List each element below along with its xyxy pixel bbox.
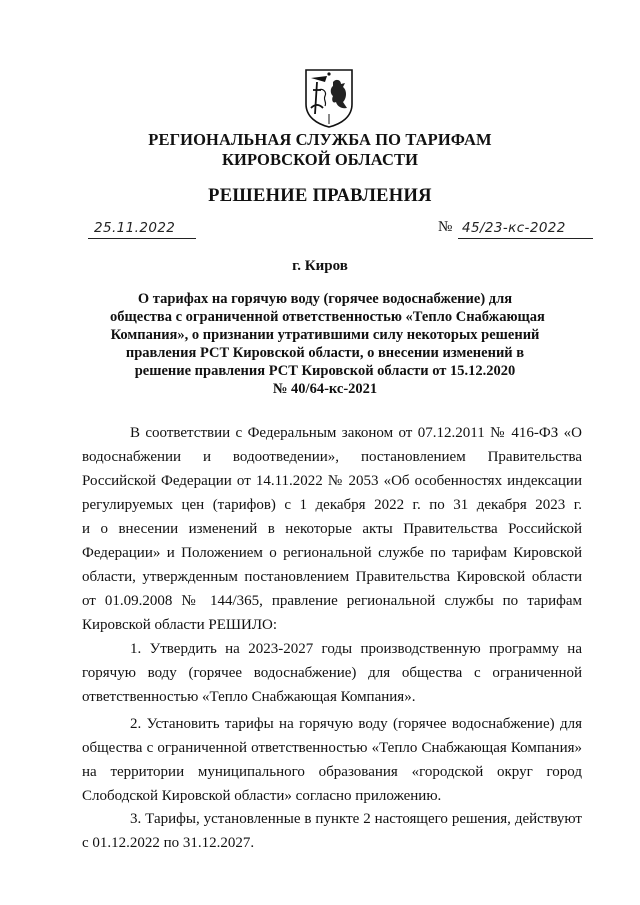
number-sign: № bbox=[438, 219, 453, 235]
handwritten-number: 45/23-кс-2022 bbox=[462, 220, 566, 236]
paragraph-line: Российской Федерации от 14.11.2022 № 2053 «Об особенностях индексации bbox=[82, 473, 582, 489]
paragraph-line: 2. Установить тарифы на горячую воду (горячее водоснабжение) для bbox=[130, 716, 582, 732]
organization-name-line-2: КИРОВСКОЙ ОБЛАСТИ bbox=[221, 150, 419, 169]
subject-line: решение правления РСТ Кировской области от 15.12.2020 bbox=[134, 363, 516, 379]
paragraph-line: от 01.09.2008 № 144/365, правление региональной службы по тарифам bbox=[82, 593, 582, 609]
document-type-title: РЕШЕНИЕ ПРАВЛЕНИЯ bbox=[208, 186, 432, 206]
city: г. Киров bbox=[292, 258, 348, 274]
subject-line: № 40/64-кс-2021 bbox=[272, 381, 378, 397]
paragraph-line: общества с ограниченной ответственностью «Тепло Снабжающая Компания» bbox=[82, 740, 582, 756]
paragraph-line: Федерации» и Положением о региональной службе по тарифам Кировской bbox=[82, 545, 582, 561]
paragraph-line: Кировской области РЕШИЛО: bbox=[82, 617, 278, 633]
number-field bbox=[438, 220, 593, 238]
subject-line: правления РСТ Кировской области, о внесении изменений в bbox=[125, 345, 525, 361]
kirov-coat-of-arms-icon bbox=[303, 68, 355, 128]
subject-line: О тарифах на горячую воду (горячее водоснабжение) для bbox=[137, 291, 513, 307]
date-field bbox=[88, 220, 196, 239]
paragraph-line: 1. Утвердить на 2023-2027 годы производственную программу на bbox=[130, 641, 582, 657]
number-underline bbox=[458, 220, 593, 239]
organization-name-line-1: РЕГИОНАЛЬНАЯ СЛУЖБА ПО ТАРИФАМ bbox=[148, 130, 492, 149]
decision-item-2 bbox=[82, 712, 582, 808]
paragraph-line: горячую воду (горячее водоснабжение) для общества с ограниченной bbox=[82, 665, 582, 681]
paragraph-line: и о внесении изменений в некоторые акты Правительства Российской bbox=[82, 521, 582, 537]
paragraph-line: регулируемых цен (тарифов) с 1 декабря 2022 г. по 31 декабря 2023 г. bbox=[82, 497, 582, 513]
paragraph-line: водоснабжении и водоотведении», постановлением Правительства bbox=[82, 449, 582, 465]
paragraph-line: ответственностью «Тепло Снабжающая Компания». bbox=[82, 689, 416, 705]
decision-item-3 bbox=[82, 807, 582, 855]
paragraph-line: области, утвержденным постановлением Правительства Кировской области bbox=[82, 569, 582, 585]
paragraph-line: с 01.12.2022 по 31.12.2027. bbox=[82, 835, 255, 851]
decision-subject bbox=[110, 290, 545, 398]
paragraph-line: на территории муниципального образования «городской округ город bbox=[82, 764, 582, 780]
subject-line: общества с ограниченной ответственностью «Тепло Снабжающая bbox=[110, 309, 545, 325]
preamble-paragraph bbox=[82, 421, 582, 637]
paragraph-line: В соответствии с Федеральным законом от 07.12.2011 № 416-ФЗ «О bbox=[130, 425, 582, 441]
paragraph-line: Слободской Кировской области» согласно приложению. bbox=[82, 788, 442, 804]
paragraph-line: 3. Тарифы, установленные в пункте 2 настоящего решения, действуют bbox=[130, 811, 582, 827]
decision-item-1 bbox=[82, 637, 582, 709]
subject-line: Компания», о признании утратившими силу некоторых решений bbox=[110, 327, 540, 343]
handwritten-date: 25.11.2022 bbox=[94, 220, 176, 236]
